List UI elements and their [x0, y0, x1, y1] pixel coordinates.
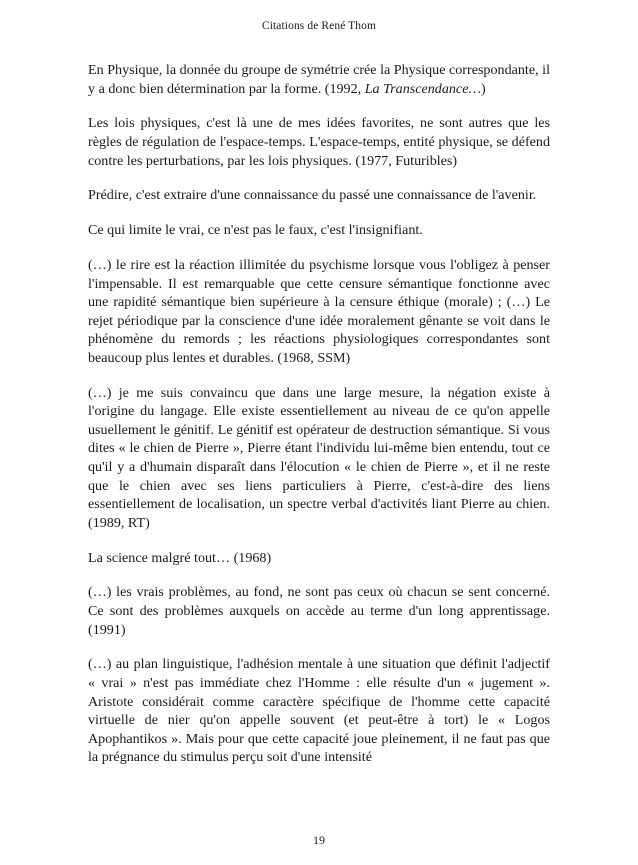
quote-paragraph: La science malgré tout… (1968) — [88, 549, 272, 566]
quote-paragraph: Ce qui limite le vrai, ce n'est pas le faux, c'est l'insignifiant. — [88, 222, 423, 239]
quote-paragraph: (…) je me suis convaincu que dans une large mesure, la négation existe à l'origine du langage. Elle existe essentiellement au niveau de ce qu'on appelle usuellement le génitif. Le génitif est opérateur de destruction sémantique. Si vous dites « le chien de Pierre », Pierre étant l'individu lui-même bien entendu, tout ce qu'il y a d'humain disparaît dans l'élocution « le chien de Pierre », et il ne reste que le chien avec ses liens particuliers à Pierre, c'est-à-dire des liens essentiellement de localisation, un spectre verbal d'activités liant Pierre au chien. (1989, RT) — [88, 384, 550, 531]
quote-paragraph — [88, 61, 550, 98]
quotations-body — [88, 61, 550, 783]
quote-paragraph: (…) le rire est la réaction illimitée du psychisme lorsque vous l'obligez à penser l'impensable. Il est remarquable que cette censure sémantique fonctionne avec une rapidité sémantique bien supérieure à la censure éthique (morale) ; (…) Le rejet périodique par la conscience d'une idée moralement gênante se voit dans le phénomène du remords ; les réactions physiologiques correspondantes sont beaucoup plus lentes et durables. (1968, SSM) — [88, 256, 550, 366]
quote-paragraph: Prédire, c'est extraire d'une connaissance du passé une connaissance de l'avenir. — [88, 187, 537, 204]
quote-text: ) — [480, 80, 486, 97]
quote-text: En Physique, la donnée du groupe de symétrie crée la Physique correspondante, il y a donc bien détermination par la forme. (1992, — [88, 62, 550, 97]
quote-paragraph: (…) au plan linguistique, l'adhésion mentale à une situation que définit l'adjectif « vrai » n'est pas immédiate chez l'Homme : elle résulte d'un « jugement ». Aristote considérait comme caractère spécifique de l'homme cette capacité virtuelle de nier qu'on appelle souvent (et peut-être à tort) le « Logos Apophantikos ». Mais pour que cette capacité joue pleinement, il ne faut pas que la prégnance du stimulus perçu soit d'une intensité — [88, 656, 550, 766]
quote-paragraph: (…) les vrais problèmes, au fond, ne sont pas ceux où chacun se sent concerné. Ce sont des problèmes auxquels on accède au terme d'un long apprentissage. (1991) — [88, 584, 550, 638]
quote-source-title: La Transcendance… — [364, 80, 481, 97]
page-number: 19 — [313, 833, 325, 847]
running-header: Citations de René Thom — [261, 20, 377, 32]
quote-paragraph: Les lois physiques, c'est là une de mes idées favorites, ne sont autres que les règles de régulation de l'espace-temps. L'espace-temps, entité physique, se défend contre les perturbations, par les lois physiques. (1977, Futuribles) — [88, 115, 550, 169]
